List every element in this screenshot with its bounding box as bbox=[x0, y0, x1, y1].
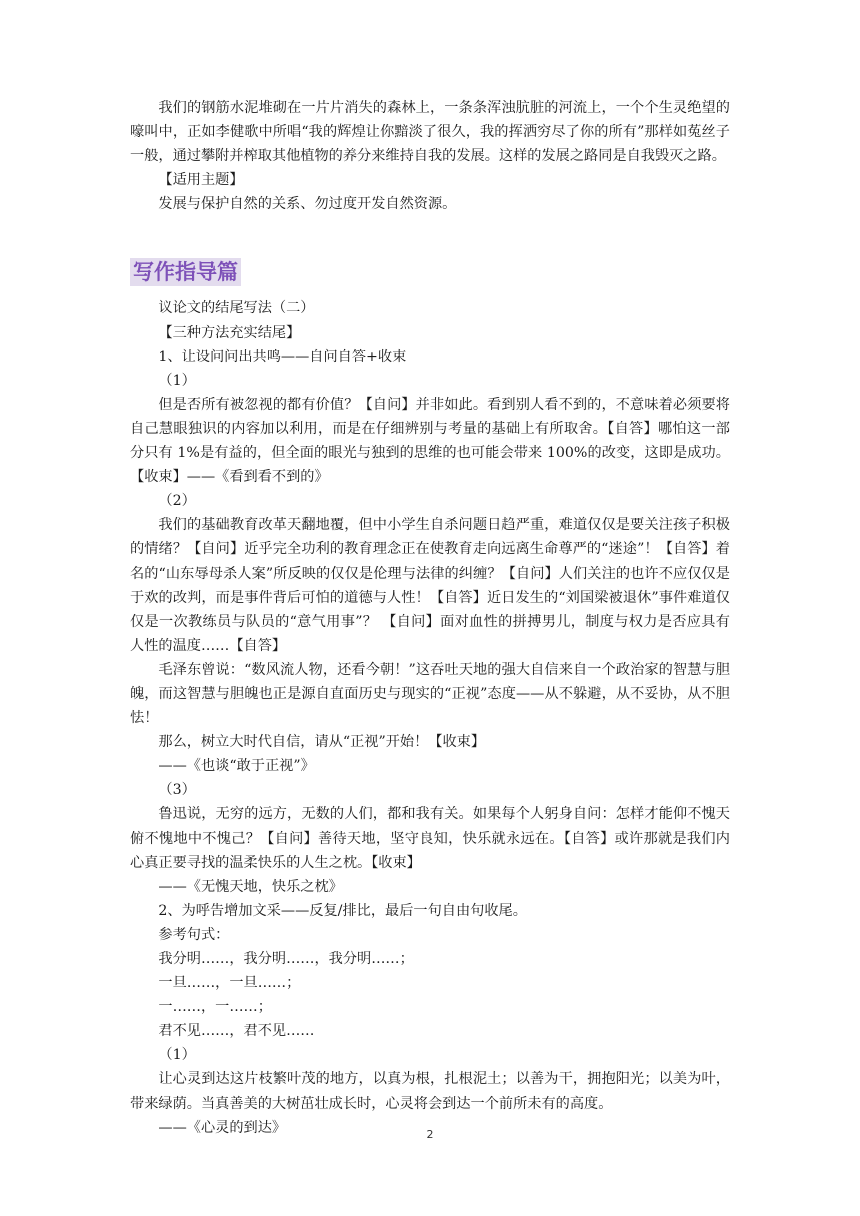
body-paragraph: ——《心灵的到达》 bbox=[158, 1119, 287, 1136]
body-paragraph: 让心灵到达这片枝繁叶茂的地方，以真为根，扎根泥土；以善为干，拥抱阳光；以美为叶，带来绿荫。当真善美的大树茁壮成长时，心灵将会到达一个前所未有的高度。 bbox=[130, 1071, 730, 1112]
body-paragraph: 我们的基础教育改革天翻地覆，但中小学生自杀问题日趋严重，难道仅仅是要关注孩子积极的情绪？【自问】近乎完全功利的教育理念正在使教育走向远离生命尊严的“迷途”！【自答】着名的“山东辱母杀人案”所反映的仅仅是伦理与法律的纠缠？【自问】人们关注的也许不应仅仅是于欢的改判，而是事件背后可怕的道德与人性！【自答】近日发生的“刘国梁被退休”事件难道仅仅是一次教练员与队员的“意气用事”？ 【自问】面对血性的拼搏男儿，制度与权力是否应具有人性的温度……【自答】 bbox=[130, 517, 730, 654]
body-lines bbox=[130, 296, 730, 1139]
page-number: 2 bbox=[426, 1128, 434, 1141]
body-paragraph: 毛泽东曾说：“数风流人物，还看今朝！”这吞吐天地的强大自信来自一个政治家的智慧与胆魄，而这智慧与胆魄也正是源自直面历史与现实的“正视”态度——从不躲避，从不妥协，从不胆怯！ bbox=[130, 661, 730, 727]
body-paragraph: 参考句式： bbox=[158, 926, 230, 943]
body-paragraph: ——《无愧天地，快乐之枕》 bbox=[158, 878, 343, 895]
intro-paragraph: 我们的钢筋水泥堆砌在一片片消失的森林上，一条条浑浊肮脏的河流上，一个个生灵绝望的嚎叫中，正如李健歌中所唱“我的辉煌让你黯淡了很久，我的挥洒穷尽了你的所有”那样如菟丝子一般，通过攀附并榨取其他植物的养分来维持自我的发展。这样的发展之路同是自我毁灭之路。 bbox=[130, 100, 730, 165]
body-paragraph: 1、让设问问出共鸣——自问自答+收束 bbox=[158, 348, 407, 365]
section-gap bbox=[130, 216, 730, 258]
body-paragraph: 2、为呼告增加文采——反复/排比，最后一句自由句收尾。 bbox=[158, 902, 527, 919]
body-paragraph: ——《也谈“敢于正视”》 bbox=[158, 758, 315, 775]
body-paragraph: 一旦……，一旦……； bbox=[158, 975, 301, 992]
body-paragraph: （1） bbox=[158, 372, 196, 389]
body-paragraph: （1） bbox=[158, 1047, 196, 1064]
body-paragraph: （3） bbox=[158, 782, 196, 799]
section-title: 写作指导篇 bbox=[130, 258, 241, 286]
body-paragraph: 但是否所有被忽视的都有价值？【自问】并非如此。看到别人看不到的，不意味着必须要将自己慧眼独识的内容加以利用，而是在仔细辨别与考量的基础上有所取舍。【自答】哪怕这一部分只有 1%是有益的，但全面的眼光与独到的思维的也可能会带来 100%的改变，这即是成功。【收束】——《看到看不到的》 bbox=[130, 396, 730, 486]
body-paragraph: 那么，树立大时代自信，请从“正视”开始！【收束】 bbox=[158, 734, 486, 751]
body-paragraph: （2） bbox=[158, 493, 196, 510]
page-content bbox=[130, 96, 730, 1140]
body-paragraph: 君不见……，君不见…… bbox=[158, 1023, 315, 1040]
topic-label: 【适用主题】 bbox=[158, 172, 244, 189]
body-paragraph: 一……，一……； bbox=[158, 999, 272, 1016]
body-paragraph: 鲁迅说，无穷的远方，无数的人们，都和我有关。如果每个人躬身自问：怎样才能仰不愧天俯不愧地中不愧己？【自问】善待天地，坚守良知，快乐就永远在。【自答】或许那就是我们内心真正要寻找的温柔快乐的人生之枕。【收束】 bbox=[130, 806, 730, 871]
body-paragraph: 我分明……，我分明……，我分明……； bbox=[158, 951, 414, 967]
body-paragraph: 议论文的结尾写法（二） bbox=[158, 300, 315, 317]
body-paragraph: 【三种方法充实结尾】 bbox=[158, 324, 301, 341]
topic-text: 发展与保护自然的关系、勿过度开发自然资源。 bbox=[158, 196, 457, 213]
